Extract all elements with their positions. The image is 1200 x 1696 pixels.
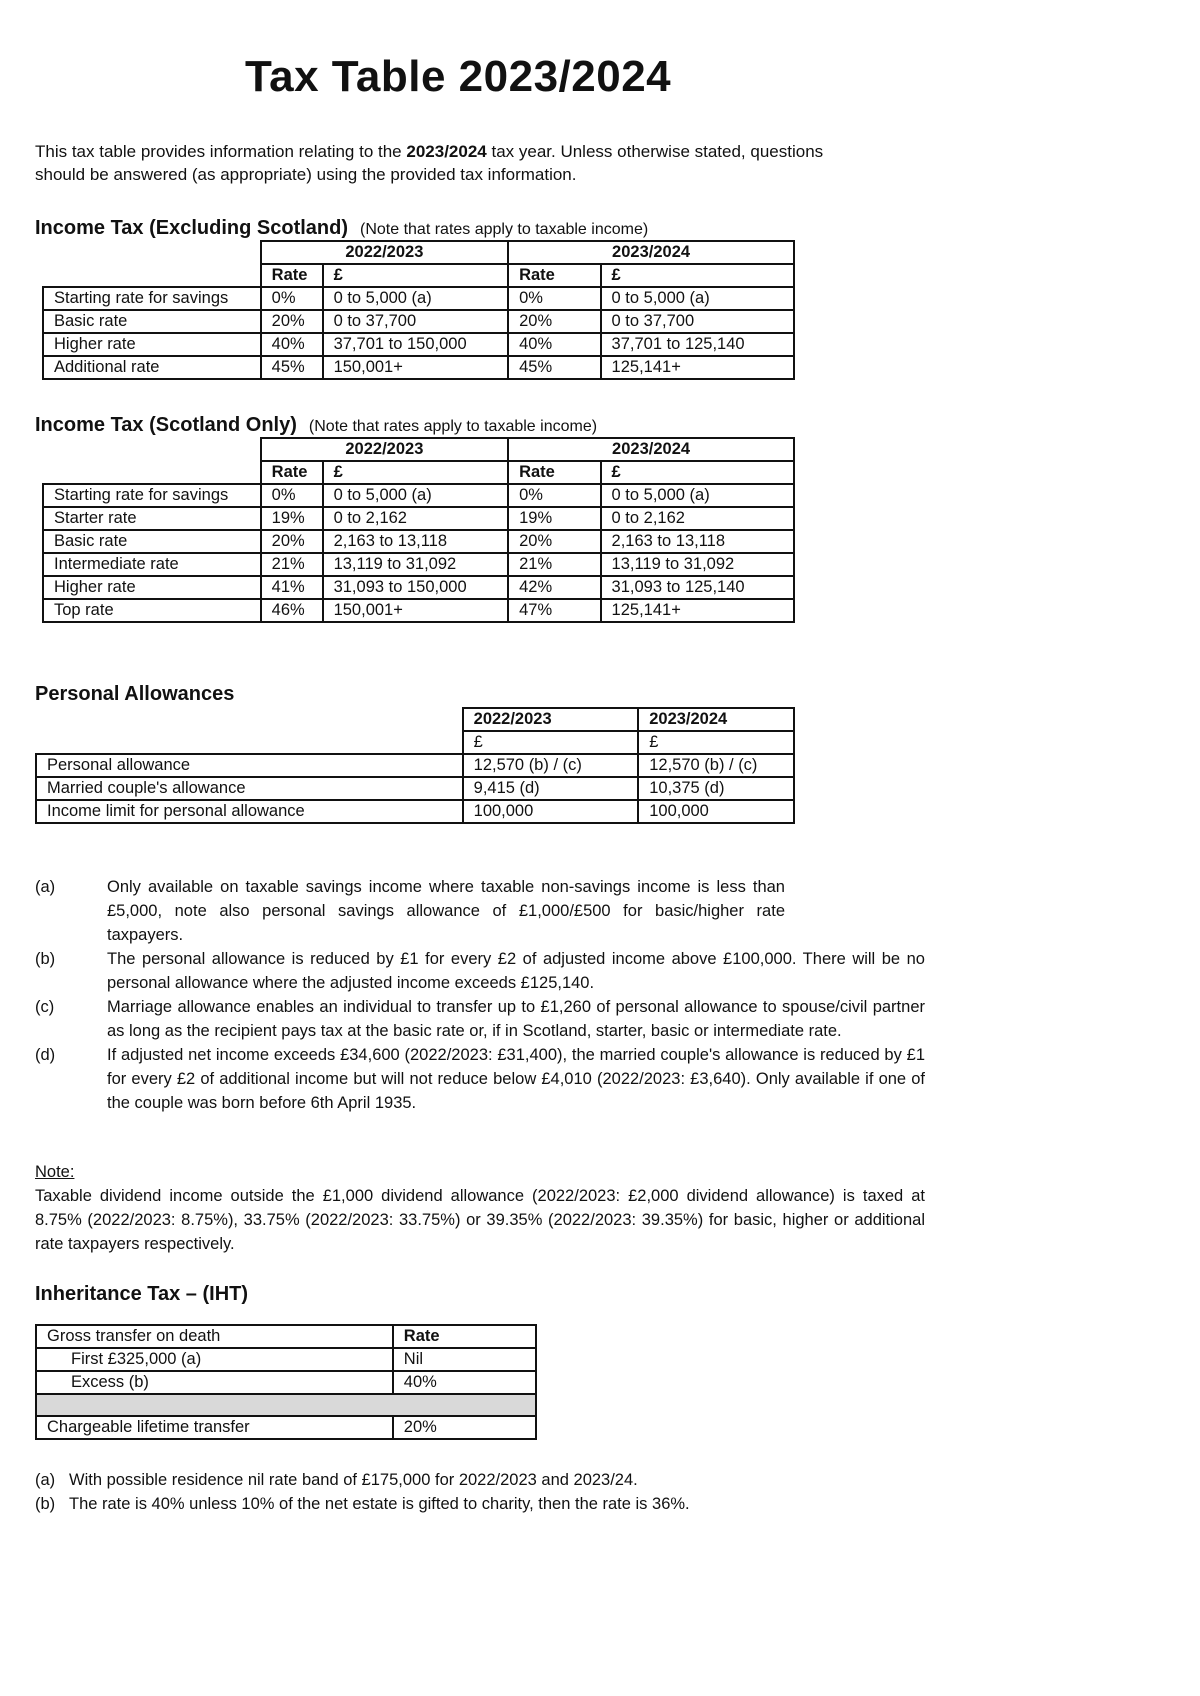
note-label: Note: xyxy=(35,1163,75,1181)
row-label: Income limit for personal allowance xyxy=(36,800,463,823)
table-header-row xyxy=(36,1325,536,1348)
band-cell: 0 to 5,000 (a) xyxy=(323,484,509,507)
allowance-footnotes xyxy=(35,875,925,1115)
band-cell: 13,119 to 31,092 xyxy=(323,553,509,576)
amount-header: £ xyxy=(323,461,509,484)
intro-year: 2023/2024 xyxy=(406,142,487,161)
rate-cell: 40% xyxy=(508,333,600,356)
rate-cell: Nil xyxy=(393,1348,536,1371)
table-row xyxy=(43,576,794,599)
footnote-text: With possible residence nil rate band of £175,000 for 2022/2023 and 2023/24. xyxy=(69,1471,638,1489)
section-note: (Note that rates apply to taxable income) xyxy=(360,221,649,238)
rate-cell: 19% xyxy=(261,507,323,530)
band-cell: 2,163 to 13,118 xyxy=(323,530,509,553)
row-label: Married couple's allowance xyxy=(36,777,463,800)
rate-cell: 42% xyxy=(508,576,600,599)
band-cell: 0 to 5,000 (a) xyxy=(323,287,509,310)
row-label: Additional rate xyxy=(43,356,261,379)
rate-cell: 19% xyxy=(508,507,600,530)
footnote-key: (b) xyxy=(35,950,56,968)
table-row xyxy=(36,1416,536,1439)
table-row xyxy=(43,287,794,310)
rate-cell: 0% xyxy=(508,287,600,310)
rate-cell: 0% xyxy=(261,287,323,310)
band-cell: 0 to 2,162 xyxy=(601,507,794,530)
footnote xyxy=(35,1043,925,1115)
band-cell: 0 to 37,700 xyxy=(323,310,509,333)
rate-cell: 21% xyxy=(508,553,600,576)
intro-paragraph xyxy=(35,140,855,186)
table-row xyxy=(36,1371,536,1394)
table-subheader-row xyxy=(43,264,794,287)
band-cell: 0 to 37,700 xyxy=(601,310,794,333)
intro-text: This tax table provides information relating to the xyxy=(35,142,407,161)
empty-cell xyxy=(43,241,261,264)
year-header: 2023/2024 xyxy=(638,708,794,731)
band-cell: 0 to 2,162 xyxy=(323,507,509,530)
row-label: Top rate xyxy=(43,599,261,622)
rate-header: Rate xyxy=(508,264,600,287)
empty-cell xyxy=(43,438,261,461)
year-header: 2023/2024 xyxy=(508,438,794,461)
table-row xyxy=(43,507,794,530)
footnote-key: (a) xyxy=(35,878,56,896)
income-tax-sc-heading xyxy=(35,414,597,437)
table-row xyxy=(36,754,794,777)
row-label: First £325,000 (a) xyxy=(36,1348,393,1371)
table-header-row xyxy=(36,708,794,731)
row-label: Higher rate xyxy=(43,576,261,599)
footnote-text: The rate is 40% unless 10% of the net estate is gifted to charity, then the rate is 36%. xyxy=(69,1495,690,1513)
rate-header: Rate xyxy=(261,461,323,484)
footnote-key: (a) xyxy=(35,1471,56,1489)
rate-cell: 46% xyxy=(261,599,323,622)
row-label: Intermediate rate xyxy=(43,553,261,576)
rate-cell: 20% xyxy=(261,310,323,333)
footnote-key: (b) xyxy=(35,1495,56,1513)
section-title: Income Tax (Scotland Only) xyxy=(35,414,297,436)
band-cell: 31,093 to 125,140 xyxy=(601,576,794,599)
rate-cell: 40% xyxy=(261,333,323,356)
grey-separator xyxy=(36,1394,536,1416)
year-header: 2022/2023 xyxy=(261,241,508,264)
iht-heading: Inheritance Tax – (IHT) xyxy=(35,1283,249,1305)
band-cell: 125,141+ xyxy=(601,599,794,622)
band-cell: 0 to 5,000 (a) xyxy=(601,287,794,310)
rate-cell: 41% xyxy=(261,576,323,599)
table-subheader-row xyxy=(36,731,794,754)
year-header: 2023/2024 xyxy=(508,241,794,264)
row-label: Excess (b) xyxy=(36,1371,393,1394)
page-title: Tax Table 2023/2024 xyxy=(245,52,672,101)
footnote xyxy=(35,947,925,995)
table-header-row xyxy=(43,241,794,264)
value-cell: 9,415 (d) xyxy=(463,777,639,800)
value-cell: 100,000 xyxy=(463,800,639,823)
separator-row xyxy=(36,1394,536,1416)
amount-header: £ xyxy=(323,264,509,287)
income-tax-ex-table xyxy=(42,240,795,380)
band-cell: 2,163 to 13,118 xyxy=(601,530,794,553)
table-row xyxy=(43,333,794,356)
band-cell: 150,001+ xyxy=(323,599,509,622)
amount-header: £ xyxy=(601,461,794,484)
band-cell: 37,701 to 150,000 xyxy=(323,333,509,356)
footnote-text: Marriage allowance enables an individual to transfer up to £1,260 of personal allowance to spouse/civil partner as long as the recipient pays tax at the basic rate or, if in Scotland, starter, basic or intermediate rate. xyxy=(107,998,925,1040)
rate-cell: 21% xyxy=(261,553,323,576)
intro-text-end: tax year. Unless otherwise stated, questions should be answered (as appropriate) using the provided tax information. xyxy=(35,142,824,184)
table-subheader-row xyxy=(43,461,794,484)
footnote xyxy=(35,875,925,947)
row-label: Basic rate xyxy=(43,530,261,553)
footnote xyxy=(35,1468,925,1492)
band-cell: 37,701 to 125,140 xyxy=(601,333,794,356)
iht-label-header: Gross transfer on death xyxy=(36,1325,393,1348)
table-row xyxy=(43,530,794,553)
section-title: Income Tax (Excluding Scotland) xyxy=(35,217,349,239)
allowances-heading: Personal Allowances xyxy=(35,683,235,705)
iht-table xyxy=(35,1324,537,1440)
band-cell: 125,141+ xyxy=(601,356,794,379)
table-row xyxy=(43,356,794,379)
section-note: (Note that rates apply to taxable income) xyxy=(308,418,598,435)
rate-cell: 20% xyxy=(508,310,600,333)
iht-footnotes xyxy=(35,1468,925,1516)
year-header: 2022/2023 xyxy=(463,708,639,731)
footnote xyxy=(35,1492,925,1516)
footnote xyxy=(35,995,925,1043)
rate-cell: 0% xyxy=(261,484,323,507)
income-tax-ex-heading xyxy=(35,217,648,240)
rate-cell: 40% xyxy=(393,1371,536,1394)
value-cell: 12,570 (b) / (c) xyxy=(463,754,639,777)
rate-header: Rate xyxy=(508,461,600,484)
table-row xyxy=(43,484,794,507)
footnote-text: The personal allowance is reduced by £1 for every £2 of adjusted income above £100,000. There will be no personal allowance where the adjusted income exceeds £125,140. xyxy=(107,950,925,992)
rate-cell: 47% xyxy=(508,599,600,622)
value-cell: 100,000 xyxy=(638,800,794,823)
table-row xyxy=(43,310,794,333)
income-tax-sc-table xyxy=(42,437,795,623)
band-cell: 31,093 to 150,000 xyxy=(323,576,509,599)
year-header: 2022/2023 xyxy=(261,438,508,461)
rate-header: Rate xyxy=(261,264,323,287)
empty-cell xyxy=(36,708,463,731)
table-row xyxy=(36,800,794,823)
allowances-table xyxy=(35,707,795,824)
empty-cell xyxy=(43,264,261,287)
rate-cell: 45% xyxy=(508,356,600,379)
rate-cell: 0% xyxy=(508,484,600,507)
row-label: Starter rate xyxy=(43,507,261,530)
unit-header: £ xyxy=(463,731,639,754)
table-header-row xyxy=(43,438,794,461)
table-row xyxy=(43,599,794,622)
dividend-note: Taxable dividend income outside the £1,000 dividend allowance (2022/2023: £2,000 dividend allowance) is taxed at 8.75% (2022/2023: 8.75%), 33.75% (2022/2023: 33.75%) or 39.35% (2022/2023: 39.35%) for basic, higher or additional rate taxpayers respectively. xyxy=(35,1187,925,1253)
amount-header: £ xyxy=(601,264,794,287)
row-label: Chargeable lifetime transfer xyxy=(36,1416,393,1439)
row-label: Starting rate for savings xyxy=(43,484,261,507)
iht-rate-header: Rate xyxy=(393,1325,536,1348)
rate-cell: 45% xyxy=(261,356,323,379)
table-row xyxy=(43,553,794,576)
value-cell: 12,570 (b) / (c) xyxy=(638,754,794,777)
footnote-text: If adjusted net income exceeds £34,600 (2022/2023: £31,400), the married couple's allowance is reduced by £1 for every £2 of additional income but will not reduce below £4,010 (2022/2023: £3,640). Only available if one of the couple was born before 6th April 1935. xyxy=(107,1046,925,1112)
band-cell: 0 to 5,000 (a) xyxy=(601,484,794,507)
row-label: Higher rate xyxy=(43,333,261,356)
band-cell: 13,119 to 31,092 xyxy=(601,553,794,576)
rate-cell: 20% xyxy=(261,530,323,553)
footnote-text: Only available on taxable savings income where taxable non-savings income is less than £5,000, note also personal savings allowance of £1,000/£500 for basic/higher rate taxpayers. xyxy=(107,878,785,944)
table-row xyxy=(36,777,794,800)
row-label: Starting rate for savings xyxy=(43,287,261,310)
empty-cell xyxy=(43,461,261,484)
value-cell: 10,375 (d) xyxy=(638,777,794,800)
row-label: Basic rate xyxy=(43,310,261,333)
empty-cell xyxy=(36,731,463,754)
footnote-key: (c) xyxy=(35,998,55,1016)
row-label: Personal allowance xyxy=(36,754,463,777)
rate-cell: 20% xyxy=(393,1416,536,1439)
band-cell: 150,001+ xyxy=(323,356,509,379)
rate-cell: 20% xyxy=(508,530,600,553)
footnote-key: (d) xyxy=(35,1046,56,1064)
unit-header: £ xyxy=(638,731,794,754)
table-row xyxy=(36,1348,536,1371)
